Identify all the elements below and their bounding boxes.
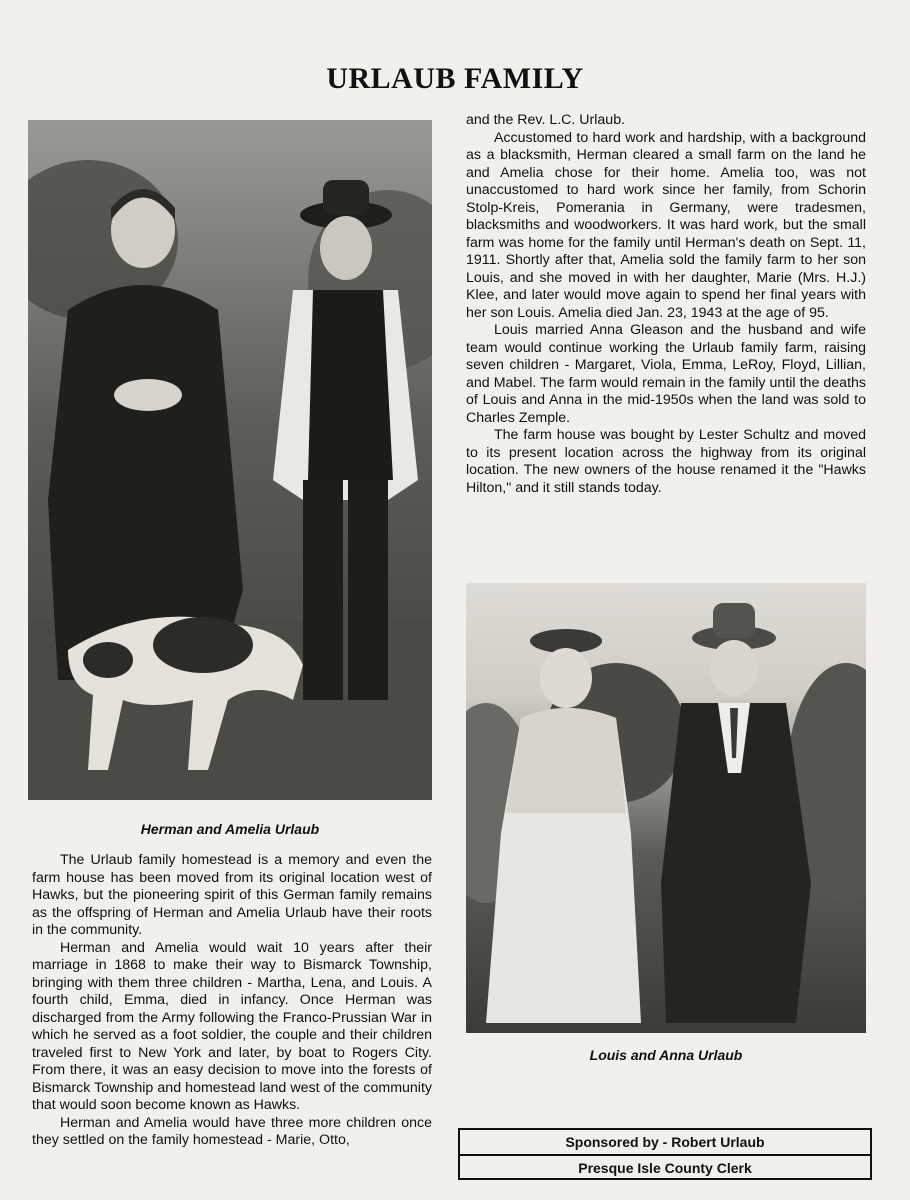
paragraph: The farm house was bought by Lester Schultz and moved to its present location across the highway from its original location. The new owners of the house renamed it the "Hawks Hilton," and it still stands today.: [466, 427, 866, 496]
sponsor-title: Presque Isle County Clerk: [460, 1154, 870, 1180]
right-column-text: [466, 112, 866, 497]
louis-anna-photo: [466, 583, 866, 1033]
sponsor-name: Sponsored by - Robert Urlaub: [565, 1134, 765, 1150]
louis-anna-caption: Louis and Anna Urlaub: [589, 1047, 743, 1063]
paragraph: The Urlaub family homestead is a memory and even the farm house has been moved from its original location west of Hawks, but the pioneering spirit of this German family remains as the offspring of Herman and Amelia Urlaub have their roots in the community.: [32, 852, 432, 938]
herman-amelia-photo: [28, 120, 432, 800]
left-column-text: [32, 852, 432, 1150]
page-title: URLAUB FAMILY: [326, 62, 584, 95]
paragraph: and the Rev. L.C. Urlaub.: [466, 112, 626, 128]
herman-amelia-caption: Herman and Amelia Urlaub: [140, 821, 320, 837]
paragraph: Herman and Amelia would have three more children once they settled on the family homestead - Marie, Otto,: [32, 1114, 432, 1148]
paragraph: Louis married Anna Gleason and the husband and wife team would continue working the Urlaub family farm, raising seven children - Margaret, Viola, Emma, LeRoy, Floyd, Lillian, and Mabel. The farm would remain in the family until the deaths of Louis and Anna in the mid-1950s when the land was sold to Charles Zemple.: [466, 322, 866, 426]
paragraph: Herman and Amelia would wait 10 years after their marriage in 1868 to make their way to Bismarck Township, bringing with them three children - Martha, Lena, and Louis. A fourth child, Emma, died in infancy. Once Herman was discharged from the Army following the Franco-Prussian War in which he served as a foot soldier, the couple and their children traveled first to New York and later, by boat to Rogers City. From there, it was an easy decision to move into the forests of Bismarck Township and homestead land west of the community that would soon become known as Hawks.: [32, 939, 432, 1113]
sponsor-box: [458, 1128, 872, 1180]
paragraph: Accustomed to hard work and hardship, with a background as a blacksmith, Herman cleared a small farm on the land he and Amelia chose for their home. Amelia too, was not unaccustomed to hard work since her family, from Schorin Stolp-Kreis, Pomerania in Germany, were tradesmen, blacksmiths and woodworkers. It was hard work, but the small farm was home for the family until Herman's death on Sept. 11, 1911. Shortly after that, Amelia sold the family farm to her son Louis, and she moved in with her daughter, Marie (Mrs. H.J.) Klee, and later would move again to spend her final years with her son Louis. Amelia died Jan. 23, 1943 at the age of 95.: [466, 129, 866, 321]
